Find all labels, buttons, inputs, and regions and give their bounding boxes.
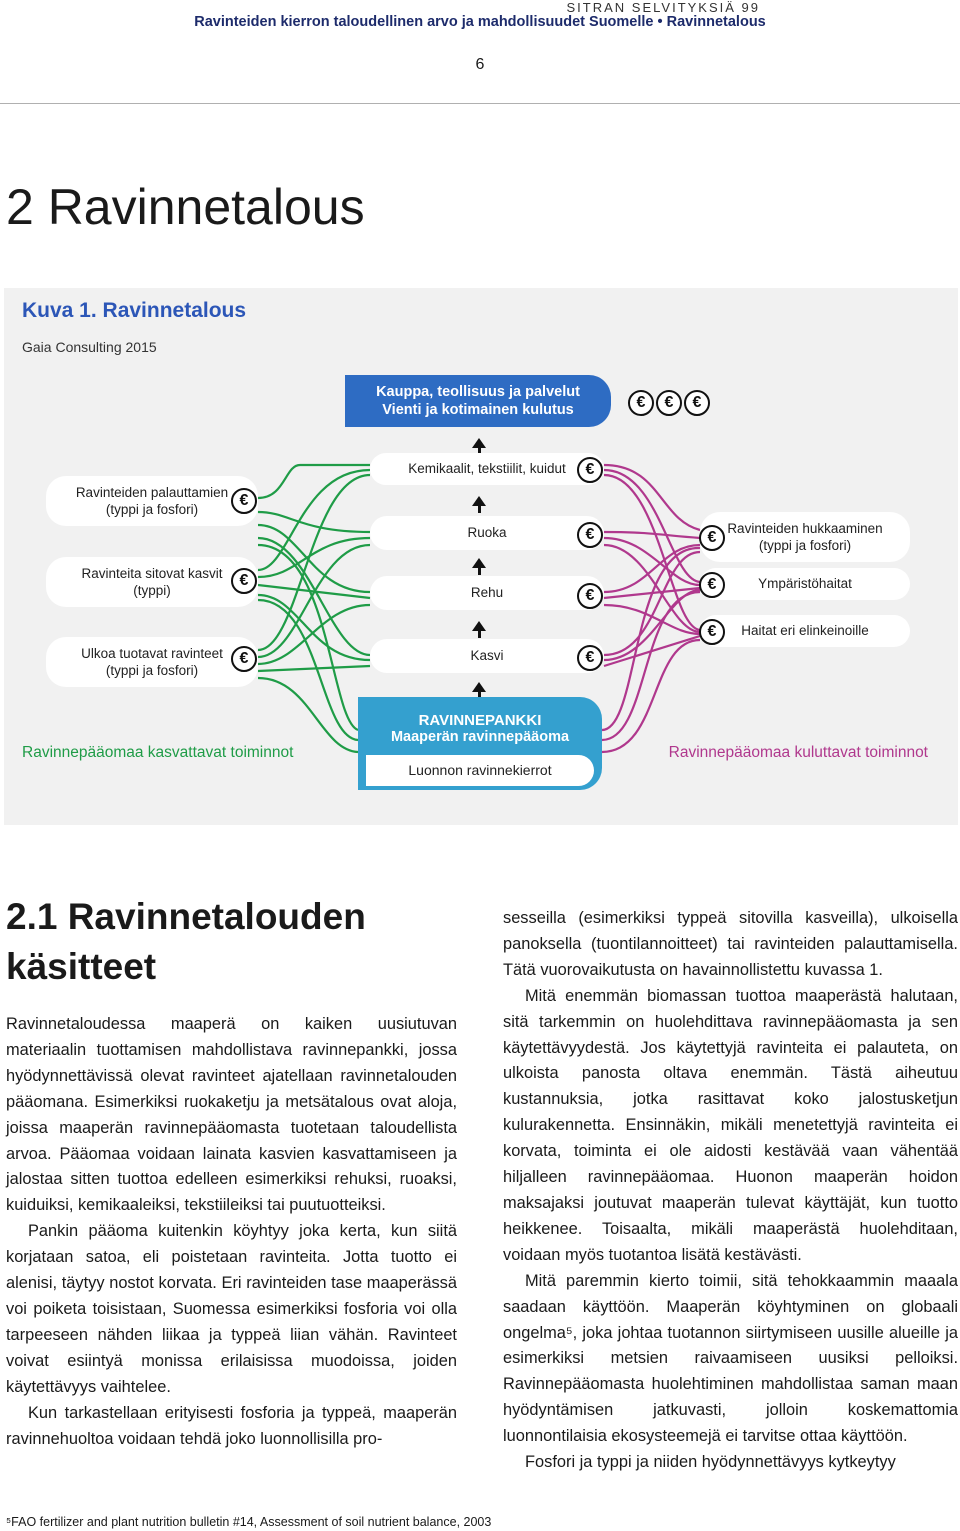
right-item-line2: (typpi ja fosfori) (758, 538, 852, 553)
figure-title: Kuva 1. Ravinnetalous (22, 299, 247, 322)
euro-icon: € (699, 572, 725, 598)
up-arrow-icon (472, 621, 486, 631)
capital-consuming-label: Ravinnepääomaa kuluttavat toiminnot (668, 744, 928, 761)
euro-icon: € (699, 619, 725, 645)
right-item-nutrient-loss (700, 512, 910, 562)
left-item-line1: Ulkoa tuotavat ravinteet (81, 646, 223, 661)
paragraph: sesseilla (esimerkiksi typpeä sitovilla kasveilla), ulkoisella panoksella (tuontilannoitteet) tai ravinteiden palauttamisella. Tätä vuorovaikutusta on havainnollistettu kuvassa 1. (503, 909, 958, 979)
euro-icon: € (231, 646, 257, 672)
bank-inner-label: Luonnon ravinnekierrot (366, 755, 594, 786)
nutrient-bank-box (358, 697, 602, 790)
paragraph: Mitä enemmän biomassan tuottoa maaperästä halutaan, sitä tarkemmin on huolehdittava ravinnepääomasta ja sen käytettävyydestä. Jos käytettyjä ravinteita ei palauteta, on ulkoista panosta oltava enemmän. Tästä aiheutuu kustannuksia, jotka rasittavat koko jalostusketjun kulurakennetta. Ensinnäkin, mikäli menetettyjä ravinteita ei korvata, toiminta ei ole aidosti kestävää vaan vähentää hiljalleen ravinnepääomaa. Huonon maaperän hoidon maksajaksi joutuvat maaperän tulevat käyttäjät, kun tuotto heikkenee. Toisaalta, mikäli maaperästä huolehditaan, voidaan myös tuotantoa lisätä kestävästi. (503, 986, 958, 1264)
up-arrow-icon (472, 438, 486, 448)
bank-title: RAVINNEPANKKI (418, 712, 542, 729)
trade-line2: Vienti ja kotimainen kulutus (382, 402, 574, 418)
footnote: ⁵FAO fertilizer and plant nutrition bulletin #14, Assessment of soil nutrient balance, 2003 (6, 1515, 492, 1529)
left-item-nutrient-return (46, 476, 258, 526)
left-item-line2: (typpi ja fosfori) (105, 502, 199, 517)
right-item-environmental-harm: Ympäristöhaitat (700, 568, 910, 600)
center-item-food: Ruoka (370, 516, 604, 550)
series-name: SITRAN SELVITYKSIÄ 99 (566, 0, 760, 15)
paragraph: Ravinnetaloudessa maaperä on kaiken uusiutuvan materiaalin tuottamisen mahdollistava ravinnepankki, jossa hyödynnettävissä olevat ravinteet ajatellaan ravinnetalouden pääomana. Esimerkiksi ruokaketju ja metsätalous ovat aloja, joissa maaperän ravinnepääomasta tuotetaan taloudellista arvoa. Pääomaa voidaan lainata kasvien kasvattamiseen ja jalostaa sitten tuottoa edelleen esimerkiksi rehuksi, ruoaksi, kuiduiksi, kemikaaleiksi, tekstiileiksi tai puutuotteiksi. (6, 1015, 457, 1215)
paragraph: Mitä paremmin kierto toimii, sitä tehokkaammin maaala saadaan käyttöön. Maaperän köyhtyminen on globaali ongelma⁵, joka johtaa tuotannon siirtymiseen uusille alueille ja esimerkiksi metsien raivaamiseen uusiksi pelloiksi. Ravinnepääomasta huolehtiminen mahdollistaa saman maan hyödyntämisen jatkuvasti, jolloin koskemattomia luonnontilaisia ekosysteemejä ei tarvitse ottaa käyttöön. (503, 1271, 958, 1446)
paragraph: Kun tarkastellaan erityisesti fosforia ja typpeä, maaperän ravinnehuoltoa voidaan tehdä joko luonnollisilla pro- (6, 1403, 457, 1448)
header-divider (0, 103, 960, 104)
capital-increasing-label: Ravinnepääomaa kasvattavat toiminnot (22, 744, 294, 761)
right-item-industry-harm: Haitat eri elinkeinoille (700, 615, 910, 647)
left-item-line2: (typpi ja fosfori) (105, 663, 199, 678)
report-title: Ravinteiden kierron taloudellinen arvo ja mahdollisuudet Suomelle • Ravinnetalous (194, 14, 766, 30)
center-item-chemicals: Kemikaalit, tekstiilit, kuidut (370, 453, 604, 485)
trade-line1: Kauppa, teollisuus ja palvelut (376, 384, 580, 400)
up-arrow-icon (472, 496, 486, 506)
up-arrow-icon (472, 558, 486, 568)
euro-icon: € (577, 645, 603, 671)
paragraph: Pankin pääoma kuitenkin köyhtyy joka kerta, kun siitä korjataan satoa, eli poistetaan ravinteita. Jotta tuotto ei alenisi, täytyy nostot korvata. Eri ravinteiden tase maaperässä voi poiketa toisistaan, Suomessa esimerkiksi fosforia voi olla tarpeeseen nähden liikaa ja typpeä liian vähän. Ravinteet voivat esiintyä monissa erilaisissa muodoissa, joiden käytettävyys vaihtelee. (6, 1222, 457, 1396)
euro-icon: € (628, 390, 654, 416)
euro-icon: € (577, 522, 603, 548)
up-arrow-icon (472, 682, 486, 692)
figure-source: Gaia Consulting 2015 (22, 339, 157, 355)
right-item-line1: Ravinteiden hukkaaminen (727, 521, 883, 536)
euro-icon: € (577, 457, 603, 483)
center-item-crop: Kasvi (370, 639, 604, 673)
chapter-title: 2 Ravinnetalous (6, 179, 365, 235)
euro-icon: € (656, 390, 682, 416)
left-item-line1: Ravinteiden palauttamien (75, 485, 229, 500)
right-text-column (503, 906, 958, 1476)
section-title-line2: käsitteet (6, 946, 157, 987)
euro-icon: € (684, 390, 710, 416)
euro-icon: € (231, 568, 257, 594)
left-item-line1: Ravinteita sitovat kasvit (81, 566, 223, 581)
trade-industry-box (345, 375, 611, 427)
left-text-column (6, 1012, 457, 1452)
section-title (6, 892, 466, 992)
euro-icon: € (699, 525, 725, 551)
left-item-imported-nutrients (46, 637, 258, 687)
bank-subtitle: Maaperän ravinnepääoma (390, 729, 570, 745)
section-title-line1: 2.1 Ravinnetalouden (6, 896, 366, 937)
paragraph: Fosfori ja typpi ja niiden hyödynnettävyys kytkeytyy (525, 1453, 896, 1472)
left-item-line2: (typpi) (133, 583, 171, 598)
left-item-nitrogen-fixing (46, 557, 258, 607)
euro-icon: € (577, 583, 603, 609)
euro-icon: € (231, 488, 257, 514)
page-number: 6 (475, 56, 485, 73)
center-item-feed: Rehu (370, 576, 604, 610)
